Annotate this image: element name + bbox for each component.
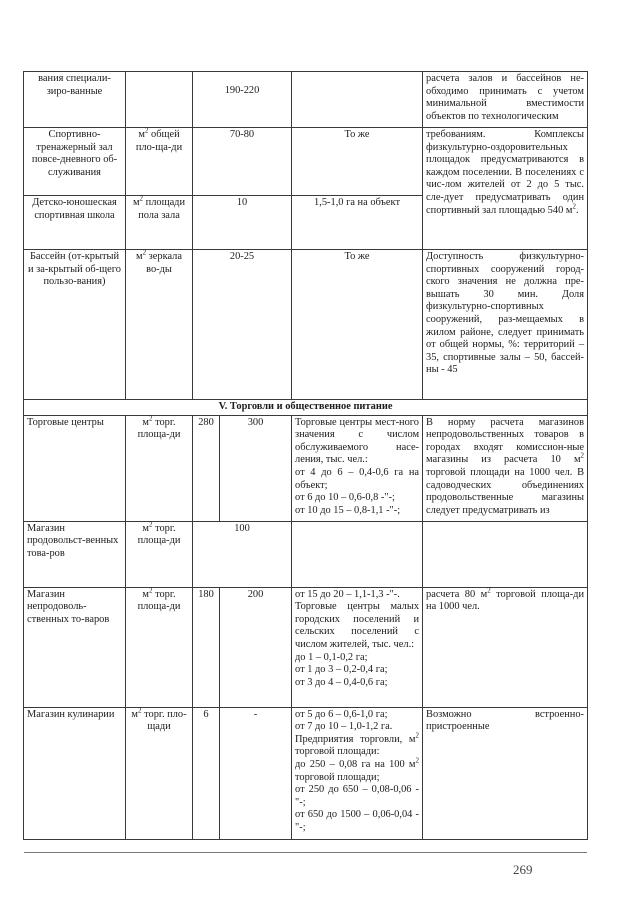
land-line: Торговые центры мест-ного значения с числом обслуживаемого насе-ления, тыс. чел.: bbox=[295, 416, 420, 466]
land-line: Предприятия торговли, $м^2$ торговой площади: bbox=[295, 731, 420, 758]
object-name: Магазин кулинарии bbox=[24, 707, 126, 839]
notes: расчета залов и бассейнов не-обходимо принимать с учетом минимальной вместимости объектов по технологическим bbox=[423, 72, 588, 128]
unit: $м^2$ площади пола зала bbox=[126, 196, 193, 250]
land-line: от 10 до 15 – 0,8-1,1 -"-; bbox=[295, 504, 401, 516]
table-row bbox=[24, 415, 588, 521]
land-norm bbox=[292, 72, 423, 128]
norm-value-2: 200 bbox=[220, 587, 292, 707]
object-name: Бассейн (от-крытый и за-крытый об-щего пользо-вания) bbox=[24, 250, 126, 400]
table-row bbox=[24, 250, 588, 400]
land-line: от 7 до 10 – 1,0-1,2 га. bbox=[295, 721, 393, 733]
land-norm: 1,5-1,0 га на объект bbox=[292, 196, 423, 250]
notes: В норму расчета магазинов непродовольственных товаров в городах входят комиссион-ные магазины из расчета 10 $м^2$ торговой площади на 1000 чел. В садоводческих объединениях продовольственные магазины следует предусматривать из bbox=[423, 415, 588, 521]
land-line: от 6 до 10 – 0,6-0,8 -"-; bbox=[295, 492, 395, 504]
land-norm bbox=[292, 521, 423, 587]
notes: расчета 80 $м^2$ торговой площа-ди на 1000 чел. bbox=[423, 587, 588, 707]
unit: $м^2$ общей пло-ща-ди bbox=[126, 128, 193, 196]
norm-value-1: 280 bbox=[193, 415, 220, 521]
unit: $м^2$ торг. площа-ди bbox=[126, 521, 193, 587]
object-name: Спортивно-тренажерный зал повсе-дневного об-служивания bbox=[24, 128, 126, 196]
land-line: от 250 до 650 – 0,08-0,06 -"-; bbox=[295, 784, 420, 808]
object-name: Детско-юношеская спортивная школа bbox=[24, 196, 126, 250]
land-norm bbox=[292, 415, 423, 521]
land-line: до 250 – 0,08 га на 100 $м^2$ торговой площади; bbox=[295, 756, 420, 783]
notes: Доступность физкультурно-спортивных сооружений город-ского значения не должна пре-вышать 30 мин. Доля физкультурно-спортивных сооружений, раз-мещаемых в жилом районе, следует принимать от общей нормы, %: территорий – 35, спортивные залы – 50, бассей-ны - 45 bbox=[423, 250, 588, 400]
land-line: от 5 до 6 – 0,6-1,0 га; bbox=[295, 708, 388, 720]
norm-value-2: - bbox=[220, 707, 292, 839]
land-norm: То же bbox=[292, 128, 423, 196]
unit bbox=[126, 72, 193, 128]
page-number: 269 bbox=[513, 862, 533, 877]
notes: Возможно встроенно-пристроенные bbox=[423, 707, 588, 839]
object-name: Торговые центры bbox=[24, 415, 126, 521]
unit: $м^2$ торг. пло-щади bbox=[126, 707, 193, 839]
unit: $м^2$ зеркала во-ды bbox=[126, 250, 193, 400]
land-norm bbox=[292, 707, 423, 839]
object-name: Магазин продовольст-венных това-ров bbox=[24, 521, 126, 587]
land-line: от 3 до 4 – 0,4-0,6 га; bbox=[295, 676, 388, 688]
land-line: от 15 до 20 – 1,1-1,3 -"-. bbox=[295, 588, 400, 600]
norm-value-2: 300 bbox=[220, 415, 292, 521]
land-norm bbox=[292, 587, 423, 707]
section-title: V. Торговли и общественное питание bbox=[24, 400, 588, 416]
unit: $м^2$ торг. площа-ди bbox=[126, 415, 193, 521]
notes: требованиям. Комплексы физкультурно-оздоровительных площадок предусматриваются в каждом поселении. В поселениях с чис-лом жителей от 2 до 5 тыс. сле-дует предусматривать один спортивный зал площадью 540 $м^2$. bbox=[423, 128, 588, 250]
land-line: до 1 – 0,1-0,2 га; bbox=[295, 651, 368, 663]
object-name: вания специали-зиро-ванные bbox=[24, 72, 126, 128]
norm-value: 10 bbox=[193, 196, 292, 250]
notes bbox=[423, 521, 588, 587]
land-line: Торговые центры малых городских поселений и сельских поселений с числом жителей, тыс. чел.: bbox=[295, 601, 420, 650]
norm-value: 70-80 bbox=[193, 128, 292, 196]
table-row bbox=[24, 72, 588, 128]
norm-value: 100 bbox=[193, 521, 292, 587]
unit: $м^2$ торг. площа-ди bbox=[126, 587, 193, 707]
table-row bbox=[24, 128, 588, 196]
section-row bbox=[24, 400, 588, 416]
norm-value-1: 6 bbox=[193, 707, 220, 839]
table-row bbox=[24, 587, 588, 707]
norm-value: 20-25 bbox=[193, 250, 292, 400]
object-name: Магазин непродоволь-ственных то-варов bbox=[24, 587, 126, 707]
land-line: от 4 до 6 – 0,4-0,6 га на объект; bbox=[295, 466, 420, 491]
land-line: от 1 до 3 – 0,2-0,4 га; bbox=[295, 664, 388, 676]
norm-value-1: 180 bbox=[193, 587, 220, 707]
bottom-rule bbox=[24, 852, 587, 853]
land-line: от 650 до 1500 – 0,06-0,04 -"-; bbox=[295, 809, 420, 833]
norm-value: 190-220 bbox=[193, 72, 292, 128]
table-row bbox=[24, 707, 588, 839]
norms-table bbox=[23, 71, 588, 840]
table-row bbox=[24, 521, 588, 587]
land-norm: То же bbox=[292, 250, 423, 400]
